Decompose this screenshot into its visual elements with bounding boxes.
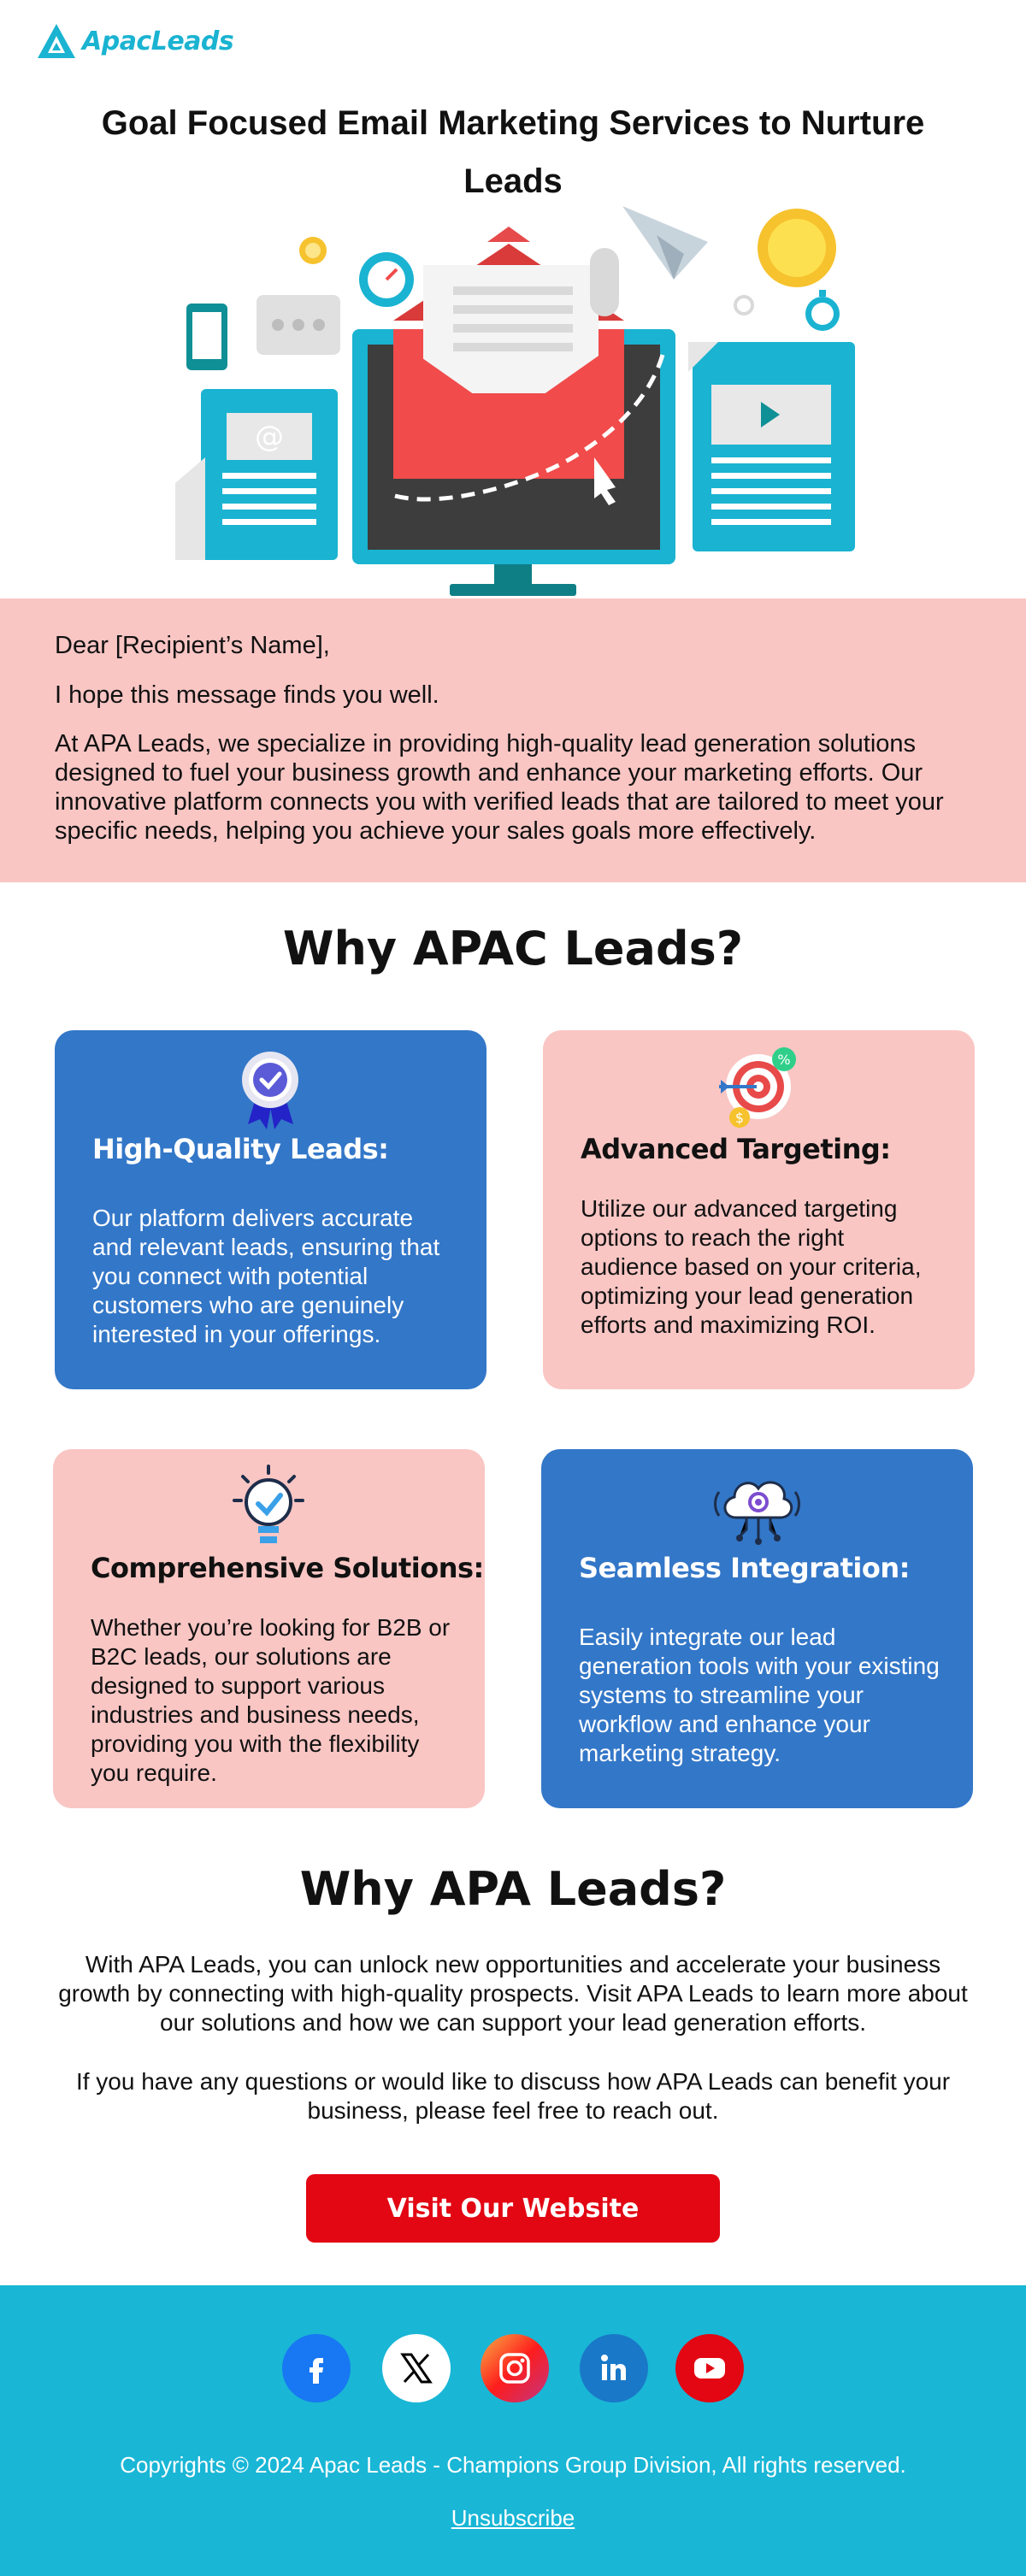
card-title: High-Quality Leads: — [92, 1133, 389, 1165]
intro-line-2: At APA Leads, we specialize in providing high-quality lead generation solutions designed to fuel your business growth and enhance your marketing efforts. Our innovative platform connects you with verified leads that are tailored to meet your specific needs, helping you achieve your sales goals more effectively. — [55, 730, 944, 845]
feature-card-high-quality — [55, 1030, 486, 1389]
footer — [0, 2285, 1026, 2576]
svg-text:$: $ — [734, 1110, 745, 1126]
feature-card-advanced-targeting — [543, 1030, 975, 1389]
card-title: Seamless Integration: — [579, 1552, 910, 1584]
card-text: Our platform delivers accurate and relevant leads, ensuring that you connect with potential customers who are genuinely interested in your offerings. — [92, 1205, 440, 1347]
lightbulb-icon — [224, 1461, 314, 1551]
card-text: Utilize our advanced targeting options to reach the right audience based on your criteria, optimizing your lead generation efforts and maximizing ROI. — [581, 1195, 922, 1338]
logo-mark-icon — [36, 22, 77, 60]
visit-website-button[interactable]: Visit Our Website — [306, 2174, 720, 2243]
why-apa-paragraph-2: If you have any questions or would like to discuss how APA Leads can benefit your business, please feel free to reach out. — [75, 2068, 951, 2124]
x-icon[interactable] — [382, 2334, 451, 2402]
feature-card-comprehensive-solutions — [53, 1449, 485, 1808]
why-apac-title: Why APAC Leads? — [282, 922, 744, 976]
feature-card-seamless-integration — [541, 1449, 973, 1808]
intro-section — [0, 598, 1026, 882]
card-text: Easily integrate our lead generation tools with your existing systems to streamline your workflow and enhance your marketing strategy. — [579, 1624, 940, 1766]
why-apa-title: Why APA Leads? — [299, 1862, 727, 1916]
hero-title: Goal Focused Email Marketing Services to Nurture Leads — [101, 104, 925, 200]
card-title: Comprehensive Solutions: — [91, 1552, 484, 1584]
cloud-gear-icon — [712, 1461, 802, 1551]
email-marketing-illustration-icon — [171, 201, 855, 598]
card-title: Advanced Targeting: — [581, 1133, 891, 1165]
why-apa-paragraph-1: With APA Leads, you can unlock new opportunities and accelerate your business growth by connecting with high-quality prospects. Visit APA Leads to learn more about our solutions and how we can support your lead generation efforts. — [58, 1951, 968, 2036]
youtube-icon[interactable] — [675, 2334, 744, 2402]
unsubscribe-link[interactable]: Unsubscribe — [451, 2505, 575, 2531]
intro-line-1: I hope this message finds you well. — [55, 681, 439, 709]
linkedin-icon[interactable] — [580, 2334, 648, 2402]
card-text: Whether you’re looking for B2B or B2C leads, our solutions are designed to support various industries and business needs, providing you with the flexibility you require. — [91, 1614, 451, 1786]
copyright-text: Copyrights © 2024 Apac Leads - Champions Group Division, All rights reserved. — [120, 2452, 906, 2478]
award-badge-icon — [226, 1042, 315, 1132]
target-icon — [714, 1042, 804, 1132]
instagram-icon[interactable] — [481, 2334, 549, 2402]
svg-text:@: @ — [255, 420, 284, 454]
svg-text:%: % — [777, 1052, 791, 1068]
facebook-icon[interactable] — [282, 2334, 351, 2402]
brand-logo[interactable] — [36, 22, 233, 60]
greeting-text: Dear [Recipient’s Name], — [55, 632, 330, 659]
brand-name: ApacLeads — [82, 26, 234, 56]
